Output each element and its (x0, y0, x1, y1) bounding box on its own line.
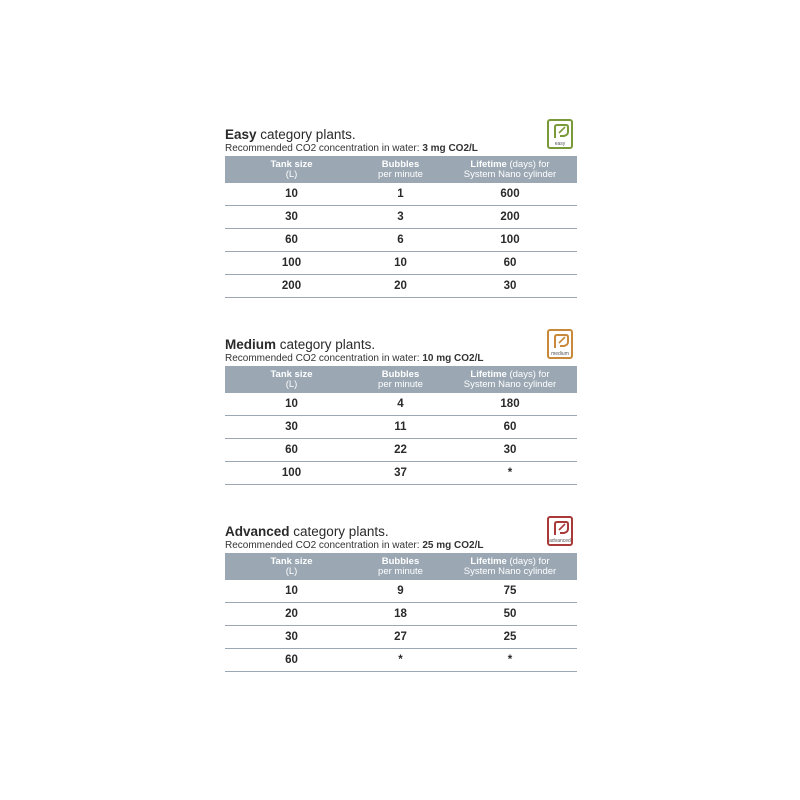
co2-table-medium (225, 366, 577, 485)
section-title: Medium category plants. (225, 337, 376, 352)
table-row: 100 37 * (225, 462, 577, 485)
leaf-icon (552, 333, 570, 351)
section-subtitle: Recommended CO2 concentration in water: 25 mg CO2/L (225, 540, 484, 551)
medium-plant-badge (547, 329, 573, 359)
header-lifetime: Lifetime (days) for System Nano cylinder (463, 368, 557, 390)
badge-label: medium (551, 351, 569, 357)
header-bubbles: Bubbles per minute (378, 158, 423, 180)
header-tank-size: Tank size (L) (270, 368, 313, 390)
table-header (225, 366, 577, 393)
header-lifetime: Lifetime (days) for System Nano cylinder (463, 555, 557, 577)
table-row: 30 27 25 (225, 626, 577, 649)
easy-plant-badge (547, 119, 573, 149)
section-title: Easy category plants. (225, 127, 356, 142)
header-bubbles: Bubbles per minute (378, 555, 423, 577)
advanced-plant-badge (547, 516, 573, 546)
table-row: 100 10 60 (225, 252, 577, 275)
table-row: 20 18 50 (225, 603, 577, 626)
table-row: 60 6 100 (225, 229, 577, 252)
section-subtitle: Recommended CO2 concentration in water: 10 mg CO2/L (225, 353, 484, 364)
leaf-icon (552, 123, 570, 141)
co2-table-easy (225, 156, 577, 298)
badge-label: easy (554, 141, 566, 147)
table-header (225, 553, 577, 580)
table-row: 10 4 180 (225, 393, 577, 416)
table-row: 60 22 30 (225, 439, 577, 462)
leaf-icon (552, 520, 570, 538)
table-row: 30 11 60 (225, 416, 577, 439)
section-title: Advanced category plants. (225, 524, 389, 539)
header-tank-size: Tank size (L) (270, 158, 313, 180)
header-tank-size: Tank size (L) (270, 555, 313, 577)
header-bubbles: Bubbles per minute (378, 368, 423, 390)
table-row: 10 1 600 (225, 183, 577, 206)
table-row: 60 * * (225, 649, 577, 672)
header-lifetime: Lifetime (days) for System Nano cylinder (463, 158, 557, 180)
table-row: 10 9 75 (225, 580, 577, 603)
co2-table-advanced (225, 553, 577, 672)
table-row: 200 20 30 (225, 275, 577, 298)
table-row: 30 3 200 (225, 206, 577, 229)
section-subtitle: Recommended CO2 concentration in water: 3 mg CO2/L (225, 143, 478, 154)
table-header (225, 156, 577, 183)
badge-label: advanced (549, 538, 571, 544)
